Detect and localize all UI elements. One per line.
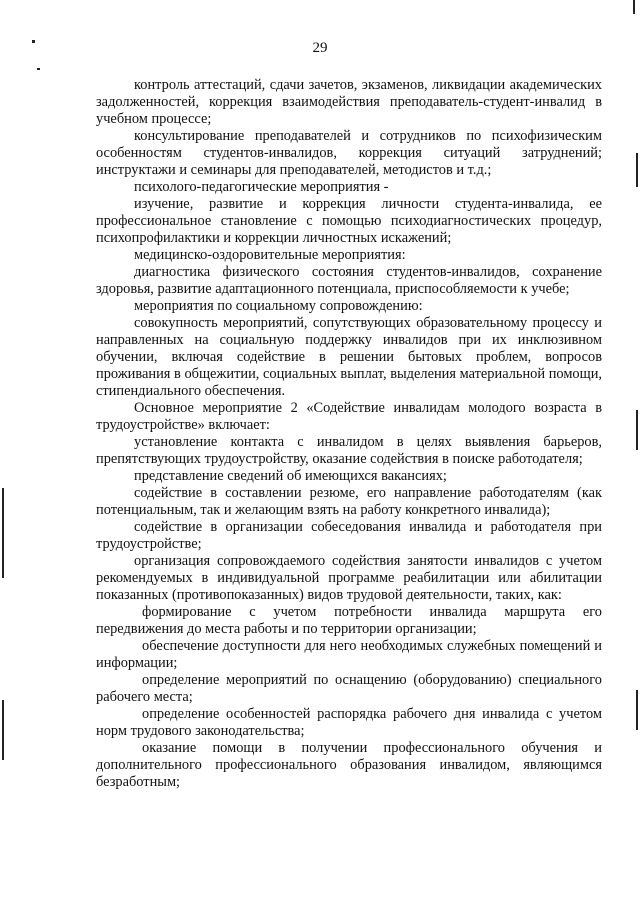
paragraph-10: установление контакта с инвалидом в целях выявления барьеров, препятствующих трудоустройству, оказание содействия в поиске работодателя;	[96, 434, 602, 467]
scan-mark-left-small	[37, 68, 40, 70]
document-body	[96, 77, 602, 791]
paragraph-4: изучение, развитие и коррекция личности студента-инвалида, ее профессиональное становление с помощью психодиагностических процедур, психопрофилактики и коррекции личностных искажений;	[96, 196, 602, 246]
paragraph-14: организация сопровождаемого содействия занятости инвалидов с учетом рекомендуемых в индивидуальной программе реабилитации или абилитации показанных (противопоказанных) видов трудовой деятельности, таких, как:	[96, 553, 602, 603]
paragraph-17: определение мероприятий по оснащению (оборудованию) специального рабочего места;	[96, 672, 602, 705]
scan-edge-line-left-1	[2, 488, 4, 578]
paragraph-2: консультирование преподавателей и сотрудников по психофизическим особенностям студентов-инвалидов, коррекция ситуаций затруднений; инструктажи и семинары для преподавателей, методистов и т.д.;	[96, 128, 602, 178]
scan-edge-line-right-2	[636, 153, 638, 187]
page-number: 29	[312, 40, 328, 56]
paragraph-8: совокупность мероприятий, сопутствующих образовательному процессу и направленных на социальную поддержку инвалидов при их инклюзивном обучении, включая содействие в решении бытовых проблем, вопросов проживания в общежитии, социальных выплат, выделения материальной помощи, стипендиального обеспечения.	[96, 315, 602, 399]
scan-edge-line-right-1	[633, 0, 635, 14]
paragraph-18: определение особенностей распорядка рабочего дня инвалида с учетом норм трудового законодательства;	[96, 706, 602, 739]
scan-edge-line-left-2	[2, 700, 4, 760]
paragraph-9: Основное мероприятие 2 «Содействие инвалидам молодого возраста в трудоустройстве» включает:	[96, 400, 602, 433]
paragraph-5: медицинско-оздоровительные мероприятия:	[134, 247, 406, 263]
paragraph-15: формирование с учетом потребности инвалида маршрута его передвижения до места работы и по территории организации;	[96, 604, 602, 637]
paragraph-12: содействие в составлении резюме, его направление работодателям (как потенциальным, так и желающим взять на работу конкретного инвалида);	[96, 485, 602, 518]
paragraph-19: оказание помощи в получении профессионального обучения и дополнительного профессионального образования инвалидом, являющимся безработным;	[96, 740, 602, 790]
scan-edge-line-right-4	[636, 690, 638, 730]
paragraph-3: психолого-педагогические мероприятия -	[134, 179, 389, 195]
paragraph-6: диагностика физического состояния студентов-инвалидов, сохранение здоровья, развитие адаптационного потенциала, приспособляемости к учебе;	[96, 264, 602, 297]
scan-edge-line-right-3	[636, 410, 638, 450]
paragraph-1: контроль аттестаций, сдачи зачетов, экзаменов, ликвидации академических задолженностей, коррекция взаимодействия преподаватель-студент-инвалид в учебном процессе;	[96, 77, 602, 127]
paragraph-11: представление сведений об имеющихся вакансиях;	[134, 468, 447, 484]
paragraph-13: содействие в организации собеседования инвалида и работодателя при трудоустройстве;	[96, 519, 602, 552]
paragraph-16: обеспечение доступности для него необходимых служебных помещений и информации;	[96, 638, 602, 671]
paragraph-7: мероприятия по социальному сопровождению:	[134, 298, 423, 314]
